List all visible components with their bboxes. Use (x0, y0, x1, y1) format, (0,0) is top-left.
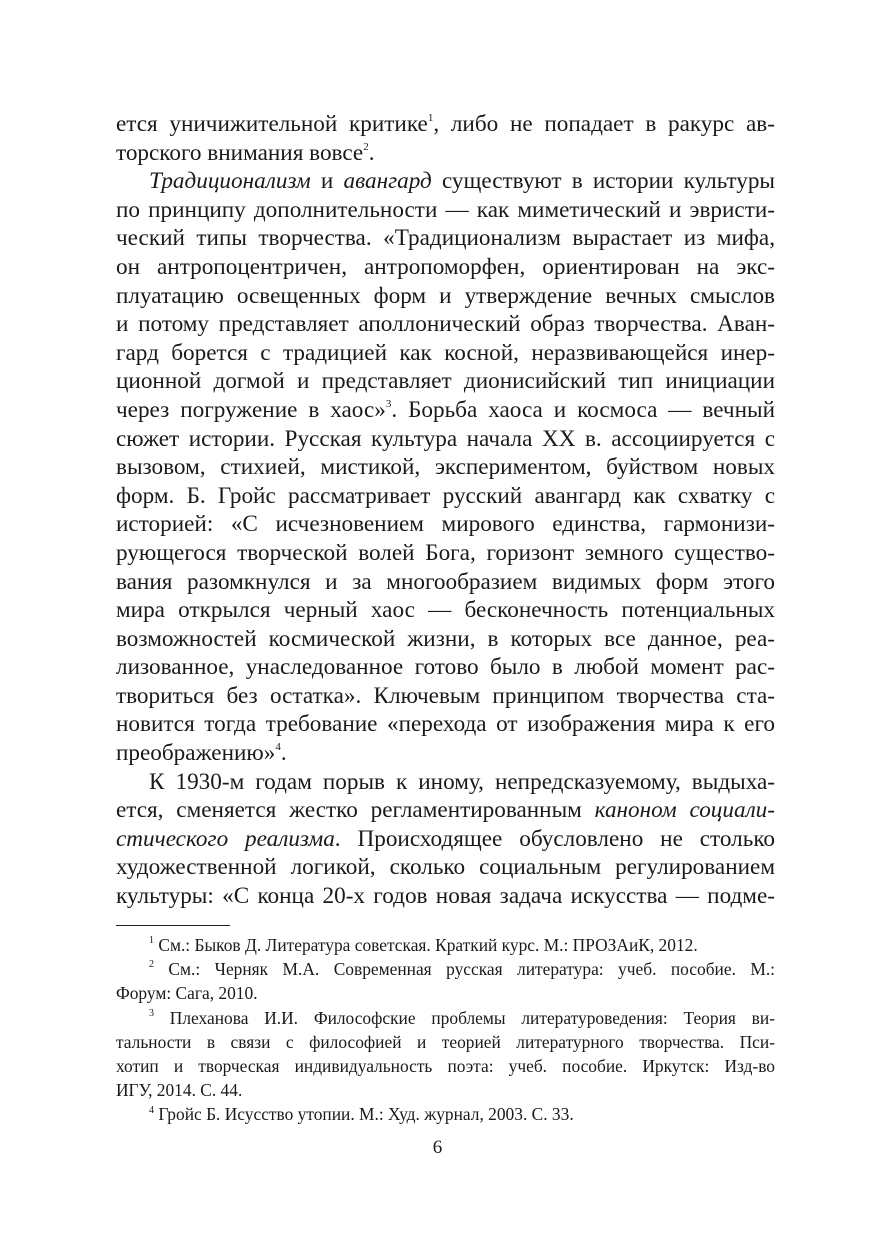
text-run: возможностей космической жизни, в которых все данное, реа- (116, 625, 775, 652)
footnote-ref: 2 (149, 959, 154, 971)
text-line (116, 682, 775, 711)
italic-term: авангард (343, 168, 432, 195)
text-line (116, 739, 775, 768)
text-run: культуры: «С конца 20-х годов новая задача искусства — подме- (116, 883, 775, 910)
footnote-line (116, 933, 775, 957)
footnote-ref: 3 (149, 1007, 154, 1019)
text-line (116, 710, 775, 739)
text-run: хотип и творческая индивидуальность поэта: учеб. пособие. Иркутск: Изд-во (116, 1055, 775, 1076)
text-run: вания разомкнулся и за многообразием видимых форм этого (116, 568, 775, 595)
text-line (116, 825, 775, 854)
footnote-line (116, 1006, 775, 1030)
text-run: он антропоцентричен, антропоморфен, ориентирован на экс- (116, 253, 775, 280)
text-line (116, 367, 775, 396)
text-run: К 1930-м годам порыв к иному, непредсказуемому, выдыха- (149, 768, 775, 795)
text-run: и (310, 168, 344, 195)
text-line (116, 539, 775, 568)
text-run: твориться без остатка». Ключевым принципом творчества ста- (116, 682, 775, 709)
text-run: новится тогда требование «перехода от изображения мира к его (116, 711, 775, 738)
text-run: ИГУ, 2014. С. 44. (116, 1080, 243, 1101)
text-run: мира открылся черный хаос — бесконечность потенциальных (116, 597, 775, 624)
footnote-line (116, 1054, 775, 1078)
text-line (116, 282, 775, 311)
text-run: историей: «С исчезновением мирового единства, гармонизи- (116, 511, 775, 538)
text-line (116, 596, 775, 625)
text-run: ческий типы творчества. «Традиционализм вырастает из мифа, (116, 225, 775, 252)
text-run: плуатацию освещенных форм и утверждение вечных смыслов (116, 282, 775, 309)
text-run: лизованное, унаследованное готово было в любой момент рас- (116, 654, 775, 681)
text-line (116, 653, 775, 682)
text-run: См.: Черняк М.А. Современная русская литература: учеб. пособие. М.: (154, 959, 775, 980)
text-run: и потому представляет аполлонический образ творчества. Аван- (116, 311, 775, 338)
text-line (116, 339, 775, 368)
text-line (116, 453, 775, 482)
footnote-line (116, 1102, 775, 1126)
text-run: . (368, 139, 375, 166)
text-run: тальности в связи с философией и теорией литературного творчества. Пси- (116, 1031, 775, 1052)
text-line (116, 425, 775, 454)
text-line (116, 625, 775, 654)
text-run: рующегося творческой волей Бога, горизонт земного существо- (116, 539, 775, 566)
footnote-line (116, 1078, 775, 1102)
text-run: по принципу дополнительности — как миметический и эвристи- (116, 196, 775, 223)
footnote-ref: 4 (275, 741, 281, 754)
page-number: 6 (432, 1137, 443, 1158)
main-text (116, 110, 775, 911)
text-run: ционной догмой и представляет дионисийский тип инициации (116, 368, 775, 395)
text-run: существуют в истории культуры (431, 168, 775, 195)
text-run: преображению» (116, 740, 276, 767)
text-line (116, 882, 775, 911)
text-line (116, 167, 775, 196)
text-run: См.: Быков Д. Литература советская. Краткий курс. М.: ПРОЗАиК, 2012. (154, 935, 698, 955)
text-line (116, 853, 775, 882)
text-run: Гройс Б. Исусство утопии. М.: Худ. журнал, 2003. С. 33. (154, 1104, 574, 1125)
text-line (116, 196, 775, 225)
text-line (116, 110, 775, 139)
text-run: . (280, 740, 287, 767)
footnotes (116, 933, 775, 1127)
footnote-separator (116, 925, 230, 926)
italic-term: каноном социали- (594, 797, 775, 824)
text-run: Плеханова И.И. Философские проблемы литературоведения: Теория ви- (154, 1007, 775, 1028)
footnote-ref: 1 (149, 935, 154, 947)
footnote-ref: 4 (149, 1104, 154, 1116)
text-run: торского внимания вовсе (116, 139, 364, 166)
footnote-ref: 1 (427, 112, 434, 125)
text-line (116, 253, 775, 282)
text-run: через погружение в хаос» (116, 396, 386, 423)
text-line (116, 568, 775, 597)
text-line (116, 796, 775, 825)
footnote-line (116, 957, 775, 981)
text-run: художественной логикой, сколько социальным регулированием (116, 854, 775, 881)
text-run: вызовом, стихией, мистикой, экспериментом, буйством новых (116, 454, 775, 481)
text-run: форм. Б. Гройс рассматривает русский авангард как схватку с (116, 482, 775, 509)
text-line (116, 224, 775, 253)
text-run: . Происходящее обусловлено не столько (334, 825, 775, 852)
text-line (116, 396, 775, 425)
footnote-line (116, 981, 775, 1005)
text-run: , либо не попадает в ракурс ав- (433, 111, 775, 137)
text-line (116, 139, 775, 168)
footnote-ref: 2 (363, 140, 369, 153)
text-line (116, 768, 775, 797)
text-run: ется, сменяется жестко регламентированным (116, 797, 595, 824)
text-run: сюжет истории. Русская культура начала XX в. ассоциируется с (116, 425, 775, 452)
text-run: . Борьба хаоса и космоса — вечный (391, 396, 775, 423)
text-run: ется уничижительной критике (116, 111, 428, 137)
text-run: гард борется с традицией как косной, неразвивающейся инер- (116, 339, 775, 366)
footnote-line (116, 1030, 775, 1054)
text-run: Форум: Сага, 2010. (116, 983, 258, 1004)
text-line (116, 310, 775, 339)
text-line (116, 482, 775, 511)
italic-term: стического реализма (116, 825, 335, 852)
footnote-ref: 3 (385, 398, 392, 411)
text-line (116, 510, 775, 539)
italic-term: Традиционализм (149, 168, 311, 195)
